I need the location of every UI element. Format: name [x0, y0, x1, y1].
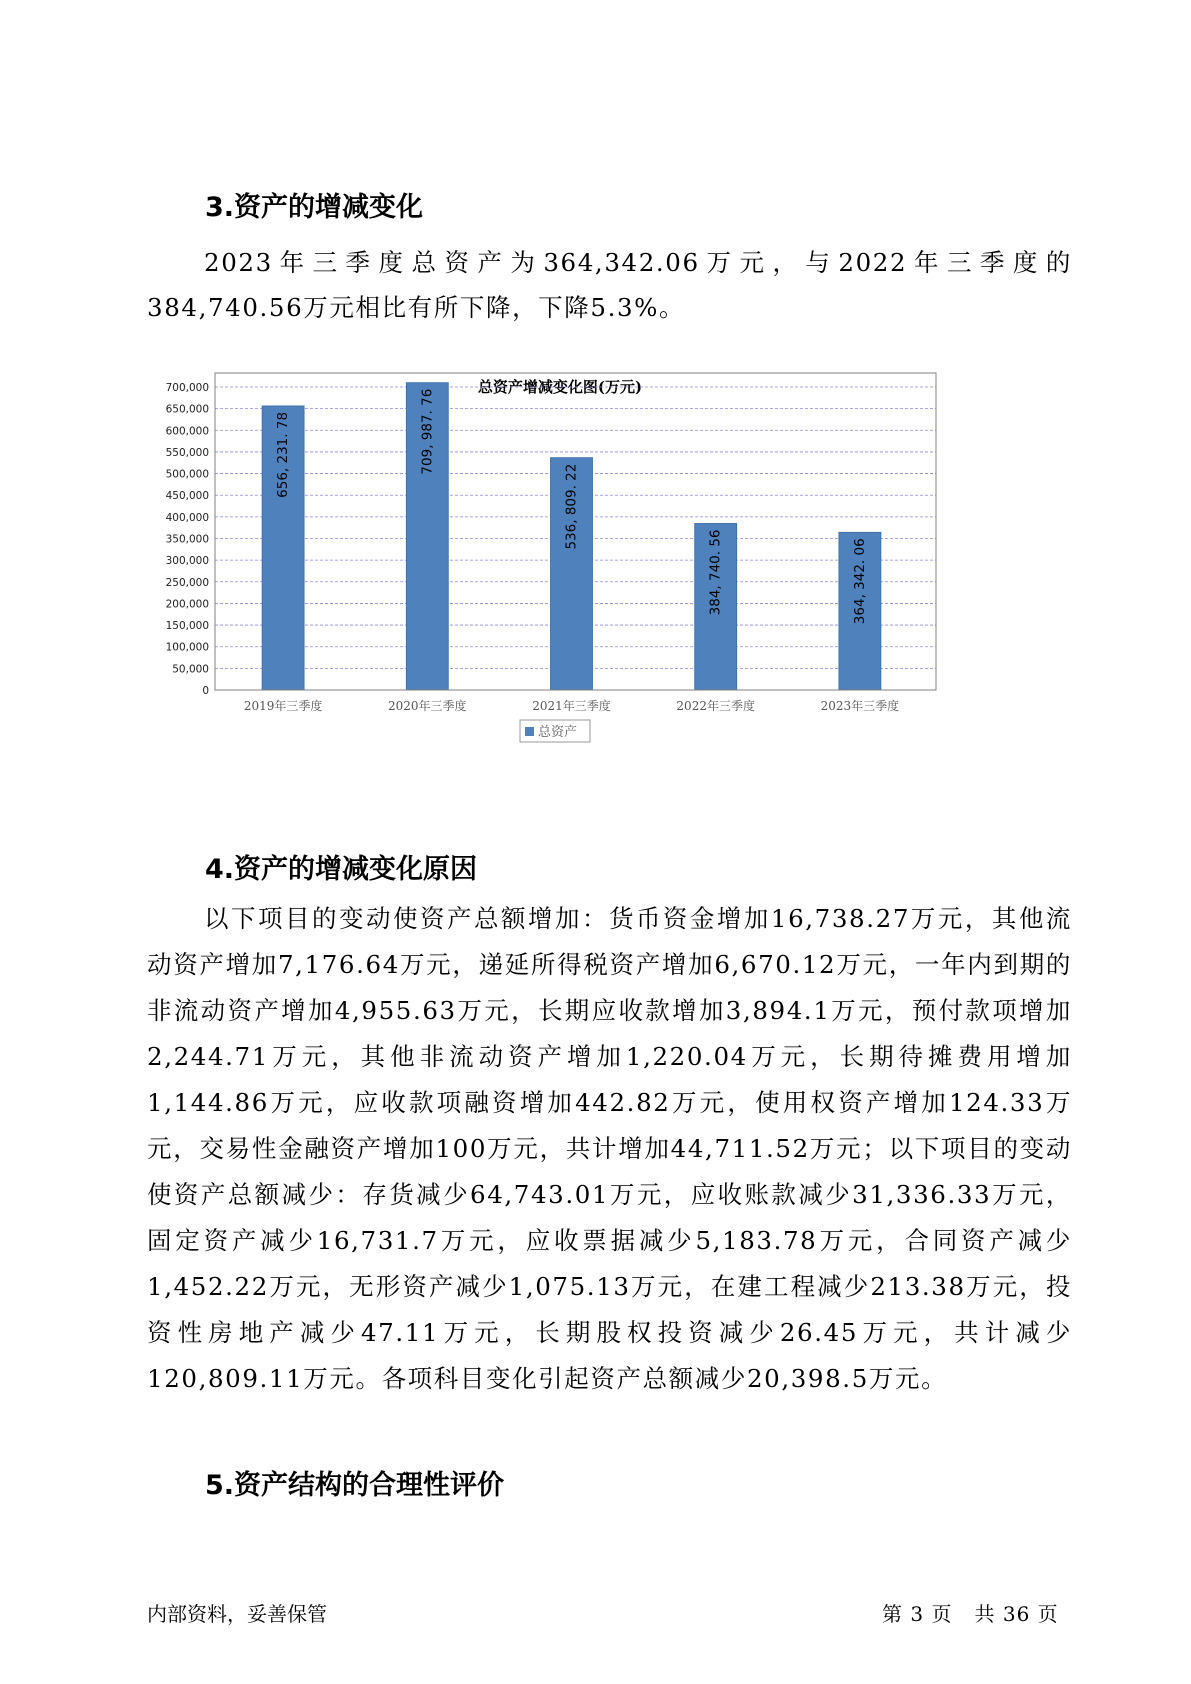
- x-tick-label: 2021年三季度: [532, 699, 611, 713]
- footer-confidential-note: 内部资料，妥善保管: [147, 1602, 327, 1626]
- bar-data-label: 384, 740. 56: [707, 529, 724, 616]
- y-tick-label: 150,000: [165, 620, 209, 633]
- y-tick-label: 250,000: [165, 576, 209, 589]
- y-tick-label: 200,000: [165, 598, 209, 611]
- x-tick-label: 2019年三季度: [243, 699, 323, 713]
- y-tick-label: 700,000: [165, 382, 209, 394]
- legend-label: 总资产: [538, 725, 578, 740]
- y-tick-label: 350,000: [165, 533, 209, 546]
- bar-data-label: 656, 231. 78: [275, 411, 292, 498]
- x-tick-label: 2022年三季度: [676, 699, 755, 713]
- bar-data-label: 536, 809. 22: [563, 463, 580, 550]
- y-tick-label: 100,000: [165, 641, 209, 654]
- footer-page-number: 第 3 页 共 36 页: [882, 1602, 1059, 1626]
- y-tick-label: 500,000: [165, 468, 209, 481]
- x-tick-label: 2023年三季度: [820, 699, 900, 713]
- y-tick-label: 600,000: [165, 425, 209, 438]
- section-heading-asset-change-reason: 4.资产的增减变化原因: [205, 854, 478, 885]
- section-heading-asset-change: 3.资产的增减变化: [205, 192, 424, 223]
- x-tick-label: 2020年三季度: [388, 699, 467, 713]
- legend-swatch: [525, 727, 534, 736]
- asset-change-paragraph: 2023年三季度总资产为364,342.06万元，与2022年三季度的384,740.56万元相比有所下降，下降5.3%。: [147, 248, 1072, 322]
- section-heading-asset-structure: 5.资产结构的合理性评价: [205, 1470, 505, 1501]
- asset-change-reason-paragraph: 以下项目的变动使资产总额增加：货币资金增加16,738.27万元，其他流动资产增加7,176.64万元，递延所得税资产增加6,670.12万元，一年内到期的非流动资产增加4,955.63万元，长期应收款增加3,894.1万元，预付款项增加2,244.71万元，其他非流动资产增加1,220.04万元，长期待摊费用增加1,144.86万元，应收款项融资增加442.82万元，使用权资产增加124.33万元，交易性金融资产增加100万元，共计增加44,711.52万元；以下项目的变动使资产总额减少：存货减少64,743.01万元，应收账款减少31,336.33万元，固定资产减少16,731.7万元，应收票据减少5,183.78万元，合同资产减少1,452.22万元，无形资产减少1,075.13万元，在建工程减少213.38万元，投资性房地产减少47.11万元，长期股权投资减少26.45万元，共计减少120,809.11万元。各项科目变化引起资产总额减少20,398.5万元。: [147, 904, 1072, 1393]
- bar-chart-svg: [160, 360, 1020, 810]
- bar-data-label: 364, 342. 06: [851, 538, 868, 625]
- y-tick-label: 550,000: [165, 446, 209, 459]
- y-tick-label: 0: [202, 685, 209, 697]
- y-tick-label: 450,000: [165, 490, 209, 503]
- y-tick-label: 300,000: [165, 555, 209, 568]
- y-tick-label: 650,000: [165, 403, 209, 416]
- total-assets-chart: [160, 360, 1020, 810]
- y-tick-label: 400,000: [165, 511, 209, 524]
- chart-title: 总资产增减变化图(万元): [477, 378, 643, 396]
- y-tick-label: 50,000: [172, 663, 209, 676]
- bar-data-label: 709, 987. 76: [419, 388, 436, 475]
